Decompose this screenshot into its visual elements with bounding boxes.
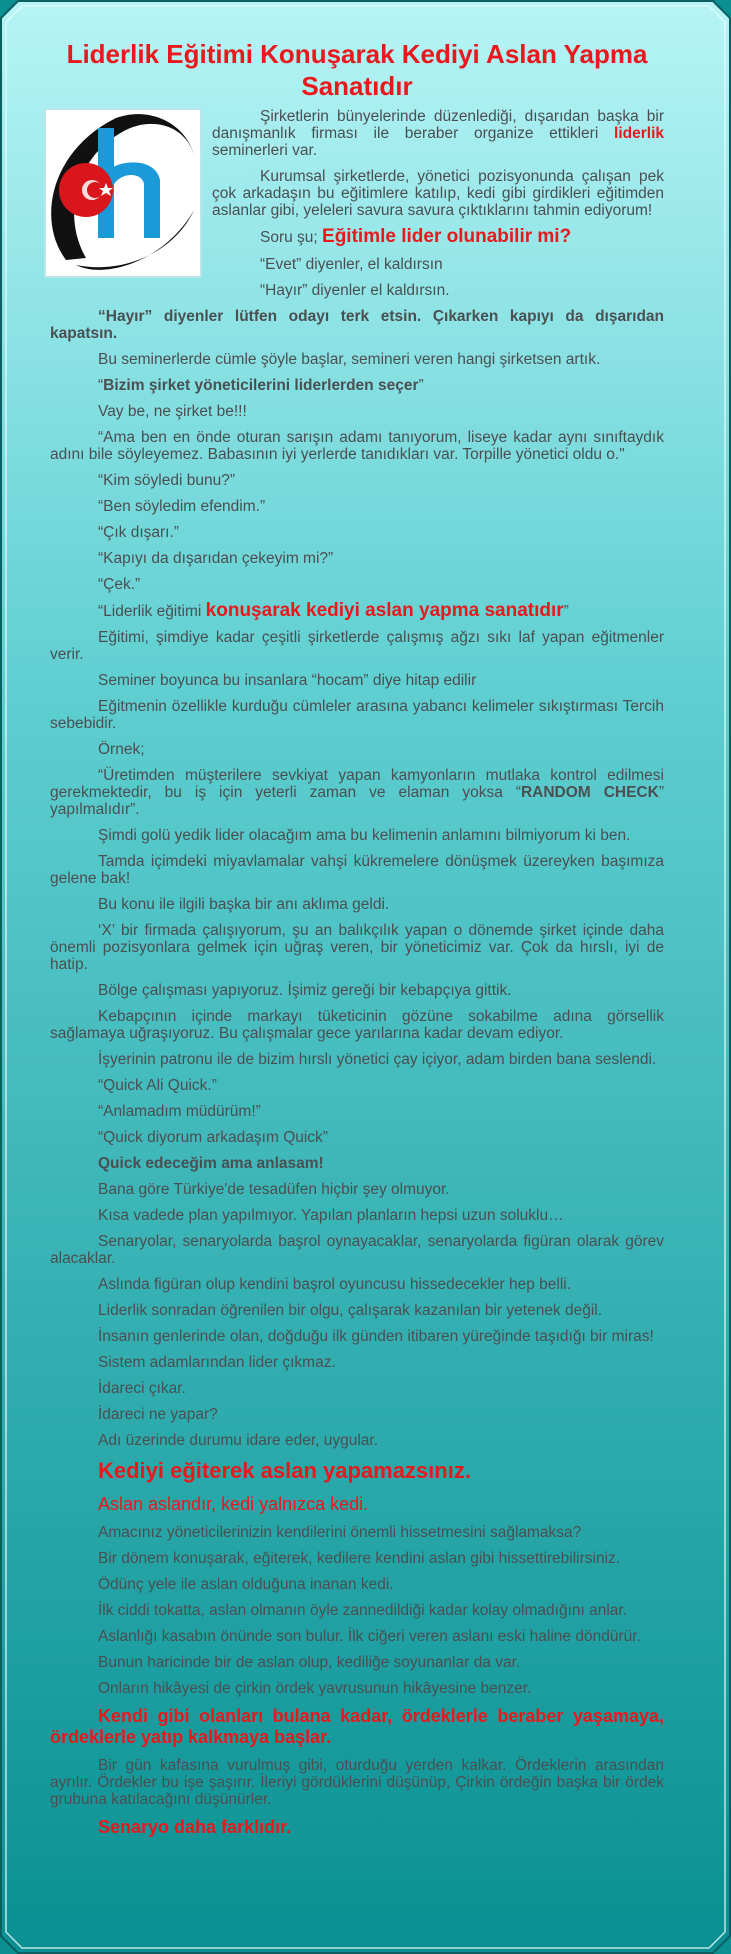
line-sarisin: “Ama ben en önde oturan sarışın adamı tanıyorum, liseye kadar aynı sınıftaydık adını bile söyleyemez. Babasının iyi yerlerde tanıdıkları var. Torpille yönetici oldu o." — [50, 429, 664, 463]
line-idareci: İdareci çıkar. — [98, 1380, 186, 1397]
line-vay-be: Vay be, ne şirket be!!! — [98, 403, 247, 420]
line-hocam: Seminer boyunca bu insanlara “hocam” diye hitap edilir — [98, 672, 477, 689]
line-egitmenler: Eğitimi, şimdiye kadar çeşitli şirketlerde çalışmış ağzı sıkı laf yapan eğitmenler verir. — [50, 629, 664, 663]
line-sonradan: Liderlik sonradan öğrenilen bir olgu, çalışarak kazanılan bir yetenek değil. — [98, 1302, 603, 1319]
line-kedilige: Bunun haricinde bir de aslan olup, kediliğe soyunanlar da var. — [98, 1654, 521, 1671]
line-x-firma: ‘X’ bir firmada çalışıyorum, şu an balıkçılık yapan o dönemde şirket içinde daha önemli pozisyonlara gelmek için uğraş veren, bir yöneticimiz var. Çok da hırslı, iyi de hatip. — [50, 922, 664, 973]
line-hayir: “Hayır” diyenler el kaldırsın. — [260, 282, 450, 299]
line-plan: Kısa vadede plan yapılmıyor. Yapılan planların hepsi uzun soluklu… — [98, 1207, 564, 1224]
page-title: Liderlik Eğitimi Konuşarak Kediyi Aslan Yapma Sanatıdır — [66, 39, 648, 101]
line-kasap: Aslanlığı kasabın önünde son bulur. İlk ciğeri veren aslanı eski haline döndürür. — [98, 1628, 641, 1645]
line-miras: İnsanın genlerinde olan, doğduğu ilk günden itibaren yüreğinde taşıdığı bir miras! — [98, 1328, 654, 1345]
intro-paragraph-1: Şirketlerin bünyelerinde düzenlediği, dışarıdan başka bir danışmanlık firması ile beraber organize ettikleri liderlik seminerleri var. — [212, 108, 664, 159]
question-highlight: Eğitimle lider olunabilir mi? — [322, 226, 572, 247]
intro-paragraph-2: Kurumsal şirketlerde, yönetici pozisyonunda çalışan pek çok arkadaşın bu eğitimlere katılıp, kedi gibi girdikleri eğitimden aslanlar gibi, yeleleri savura savura çıktıklarını tahmin ediyorum! — [212, 168, 664, 219]
line-senaryo: Senaryolar, senaryolarda başrol oynayacaklar, senaryolarda figüran olarak görev alacaklar. — [50, 1233, 664, 1267]
line-idareci-ne: İdareci ne yapar? — [98, 1406, 218, 1423]
line-bir-donem: Bir dönem konuşarak, eğiterek, kedilere kendini aslan gibi hissettirebilirsiniz. — [98, 1550, 621, 1567]
line-tesaduf: Bana göre Türkiye'de tesadüfen hiçbir şey olmuyor. — [98, 1181, 450, 1198]
line-quick-diyorum: “Quick diyorum arkadaşım Quick” — [98, 1129, 328, 1146]
line-ani: Bu konu ile ilgili başka bir anı aklıma geldi. — [98, 896, 390, 913]
line-ben: “Ben söyledim efendim.” — [98, 498, 266, 515]
line-cek: “Çek.” — [98, 576, 141, 593]
line-cirkin-ordek: Onların hikâyesi de çirkin ördek yavrusunun hikâyesine benzer. — [98, 1680, 532, 1697]
line-yabanci: Eğitmenin özellikle kurduğu cümleler arasına yabancı kelimeler sıkıştırması Tercih sebebidir. — [50, 698, 664, 732]
logo-h-flag-icon — [44, 108, 202, 278]
line-kim: “Kim söyledi bunu?” — [98, 472, 235, 489]
line-anlamadim: “Anlamadım müdürüm!” — [98, 1103, 261, 1120]
line-hayir-leave: “Hayır” diyenler lütfen odayı terk etsin. Çıkarken kapıyı da dışarıdan kapatsın. — [50, 308, 664, 342]
line-cik: “Çık dışarı.” — [98, 524, 179, 541]
line-bir-gun: Bir gün kafasına vurulmuş gibi, oturduğu yerden kalkar. Ördeklerin arasından ayrılır. Ördekler bu işe şaşırır. İleriyi gördüklerini düşünüp, Çirkin ördeğin başka bir ördek grubuna katılacağını düşünürler. — [50, 1757, 664, 1808]
line-tokat: İlk ciddi tokatta, aslan olmanın öyle zannedildiği kadar kolay olmadığını anlar. — [98, 1602, 628, 1619]
line-ornek: Örnek; — [98, 741, 145, 758]
line-miyav: Tamda içimdeki miyavlamalar vahşi kükremelere dönüşmek üzereyken başımıza gelene bak! — [50, 853, 664, 887]
liderlik-highlight: liderlik — [614, 125, 664, 142]
line-adi-uzerinde: Adı üzerinde durumu idare eder, uygular. — [98, 1432, 379, 1449]
article — [50, 38, 664, 1847]
heading-kendi-gibi: Kendi gibi olanları bulana kadar, ördeklerle beraber yaşamaya, ördeklerle yatıp kalkmaya başlar. — [50, 1706, 664, 1747]
line-quote-company: “Bizim şirket yöneticilerini liderlerden seçer” — [98, 377, 424, 394]
line-seminer-start: Bu seminerlerde cümle şöyle başlar, semineri veren hangi şirketsen artık. — [98, 351, 601, 368]
line-odunc: Ödünç yele ile aslan olduğuna inanan kedi. — [98, 1576, 394, 1593]
logo-graphic — [46, 110, 200, 276]
line-bolge: Bölge çalışması yapıyoruz. İşimiz gereği bir kebapçıya gittik. — [98, 982, 512, 999]
heading-senaryo: Senaryo daha farklıdır. — [98, 1817, 292, 1837]
heading-aslan-aslandir: Aslan aslandır, kedi yalnızca kedi. — [98, 1494, 369, 1514]
line-kebapci: Kebapçının içinde markayı tüketicinin gözüne sokabilme adına görsellik sağlamaya uğraşıyoruz. Bu çalışmalar gece yarılarına kadar devam ediyor. — [50, 1008, 664, 1042]
line-kapi: “Kapıyı da dışarıdan çekeyim mi?” — [98, 550, 334, 567]
line-figuran: Aslında figüran olup kendini başrol oyuncusu hissedecekler hep belli. — [98, 1276, 572, 1293]
line-amaciniz: Amacınız yöneticilerinizin kendilerini önemli hissetmesini sağlamaksa? — [98, 1524, 582, 1541]
line-liderlik-egitimi: “Liderlik eğitimi konuşarak kediyi aslan yapma sanatıdır” — [98, 600, 569, 621]
line-quick-ali: “Quick Ali Quick.” — [98, 1077, 217, 1094]
line-patron: İşyerinin patronu ile de bizim hırslı yönetici çay içiyor, adam birden bana seslendi. — [98, 1051, 657, 1068]
intro-question: Soru şu; Eğitimle lider olunabilir mi? — [260, 226, 572, 247]
line-quick-edecegim: Quick edeceğim ama anlasam! — [98, 1155, 324, 1172]
line-evet: “Evet” diyenler, el kaldırsın — [260, 256, 443, 273]
line-sistem: Sistem adamlarından lider çıkmaz. — [98, 1354, 336, 1371]
line-random-check: “Üretimden müşterilere sevkiyat yapan kamyonların mutlaka kontrol edilmesi gerekmektedir, bu iş için yeterli zaman ve elaman yoksa “RANDOM CHECK” yapılmalıdır”. — [50, 767, 664, 818]
heading-kediyi-egiterek: Kediyi eğiterek aslan yapamazsınız. — [98, 1458, 471, 1483]
line-golu-yedik: Şimdi golü yedik lider olacağım ama bu kelimenin anlamını bilmiyorum ki ben. — [98, 827, 631, 844]
